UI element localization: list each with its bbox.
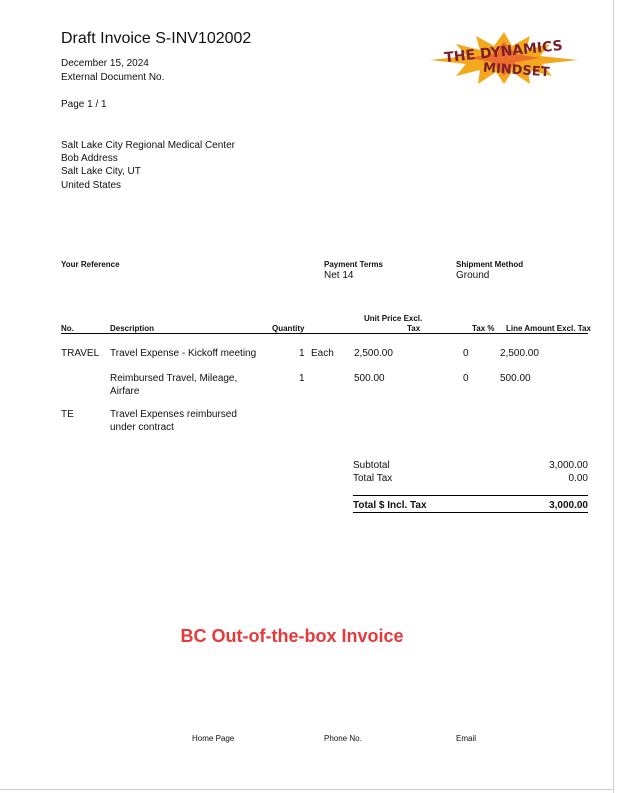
address-line-4: United States — [61, 180, 122, 191]
row-uom: Each — [311, 348, 334, 359]
row-quantity: 1 — [299, 348, 305, 359]
logo-text-top: THE DYNAMICS — [443, 37, 564, 67]
payment-terms-label: Payment Terms — [324, 260, 383, 269]
header-quantity: Quantity — [272, 324, 305, 333]
total-underline — [353, 512, 588, 513]
header-unit-price-line2: Tax — [407, 324, 421, 333]
footer-email: Email — [456, 734, 477, 743]
row-quantity: 1 — [299, 373, 305, 384]
page-number: Page 1 / 1 — [61, 99, 107, 110]
total-tax-label: Total Tax — [353, 473, 393, 484]
row-description: Travel Expense - Kickoff meeting — [110, 348, 257, 359]
header-no: No. — [61, 324, 74, 333]
header-line-amount: Line Amount Excl. Tax — [506, 324, 591, 333]
total-tax-value: 0.00 — [568, 473, 588, 484]
logo-text-bottom: MINDSET — [482, 60, 550, 81]
address-line-2: Bob Address — [61, 153, 118, 164]
page-bottom-edge — [0, 789, 614, 790]
dynamics-mindset-logo — [420, 30, 588, 86]
shipment-method-label: Shipment Method — [456, 260, 524, 269]
row-amount: 2,500.00 — [500, 348, 539, 359]
your-reference-label: Your Reference — [61, 260, 120, 269]
invoice-date: December 15, 2024 — [61, 58, 149, 69]
row-description: Reimbursed Travel, Mileage, — [110, 373, 238, 384]
bc-invoice-watermark: BC Out-of-the-box Invoice — [180, 626, 404, 646]
header-unit-price-line1: Unit Price Excl. — [364, 314, 423, 323]
subtotal-value: 3,000.00 — [549, 460, 588, 471]
header-tax-pct: Tax % — [472, 324, 495, 333]
totals-rule — [353, 495, 588, 496]
row-description-cont: Airfare — [110, 386, 140, 397]
row-description-cont: under contract — [110, 422, 174, 433]
table-header-rule — [61, 333, 588, 334]
shipment-method-value: Ground — [456, 270, 490, 281]
row-tax: 0 — [463, 348, 469, 359]
page-edge — [613, 0, 614, 793]
invoice-title: Draft Invoice S-INV102002 — [61, 30, 252, 47]
row-unit-price: 500.00 — [354, 373, 385, 384]
footer-phone: Phone No. — [324, 734, 362, 743]
address-line-3: Salt Lake City, UT — [61, 166, 141, 177]
footer-home-page: Home Page — [192, 734, 235, 743]
header-description: Description — [110, 324, 155, 333]
row-unit-price: 2,500.00 — [354, 348, 393, 359]
payment-terms-value: Net 14 — [324, 270, 354, 281]
row-no: TE — [61, 409, 74, 420]
address-line-1: Salt Lake City Regional Medical Center — [61, 140, 235, 151]
row-amount: 500.00 — [500, 373, 531, 384]
total-incl-tax-value: 3,000.00 — [549, 500, 588, 511]
external-document-label: External Document No. — [61, 72, 165, 83]
row-tax: 0 — [463, 373, 469, 384]
row-description: Travel Expenses reimbursed — [110, 409, 237, 420]
row-no: TRAVEL — [61, 348, 100, 359]
subtotal-label: Subtotal — [353, 460, 390, 471]
total-incl-tax-label: Total $ Incl. Tax — [353, 500, 427, 511]
